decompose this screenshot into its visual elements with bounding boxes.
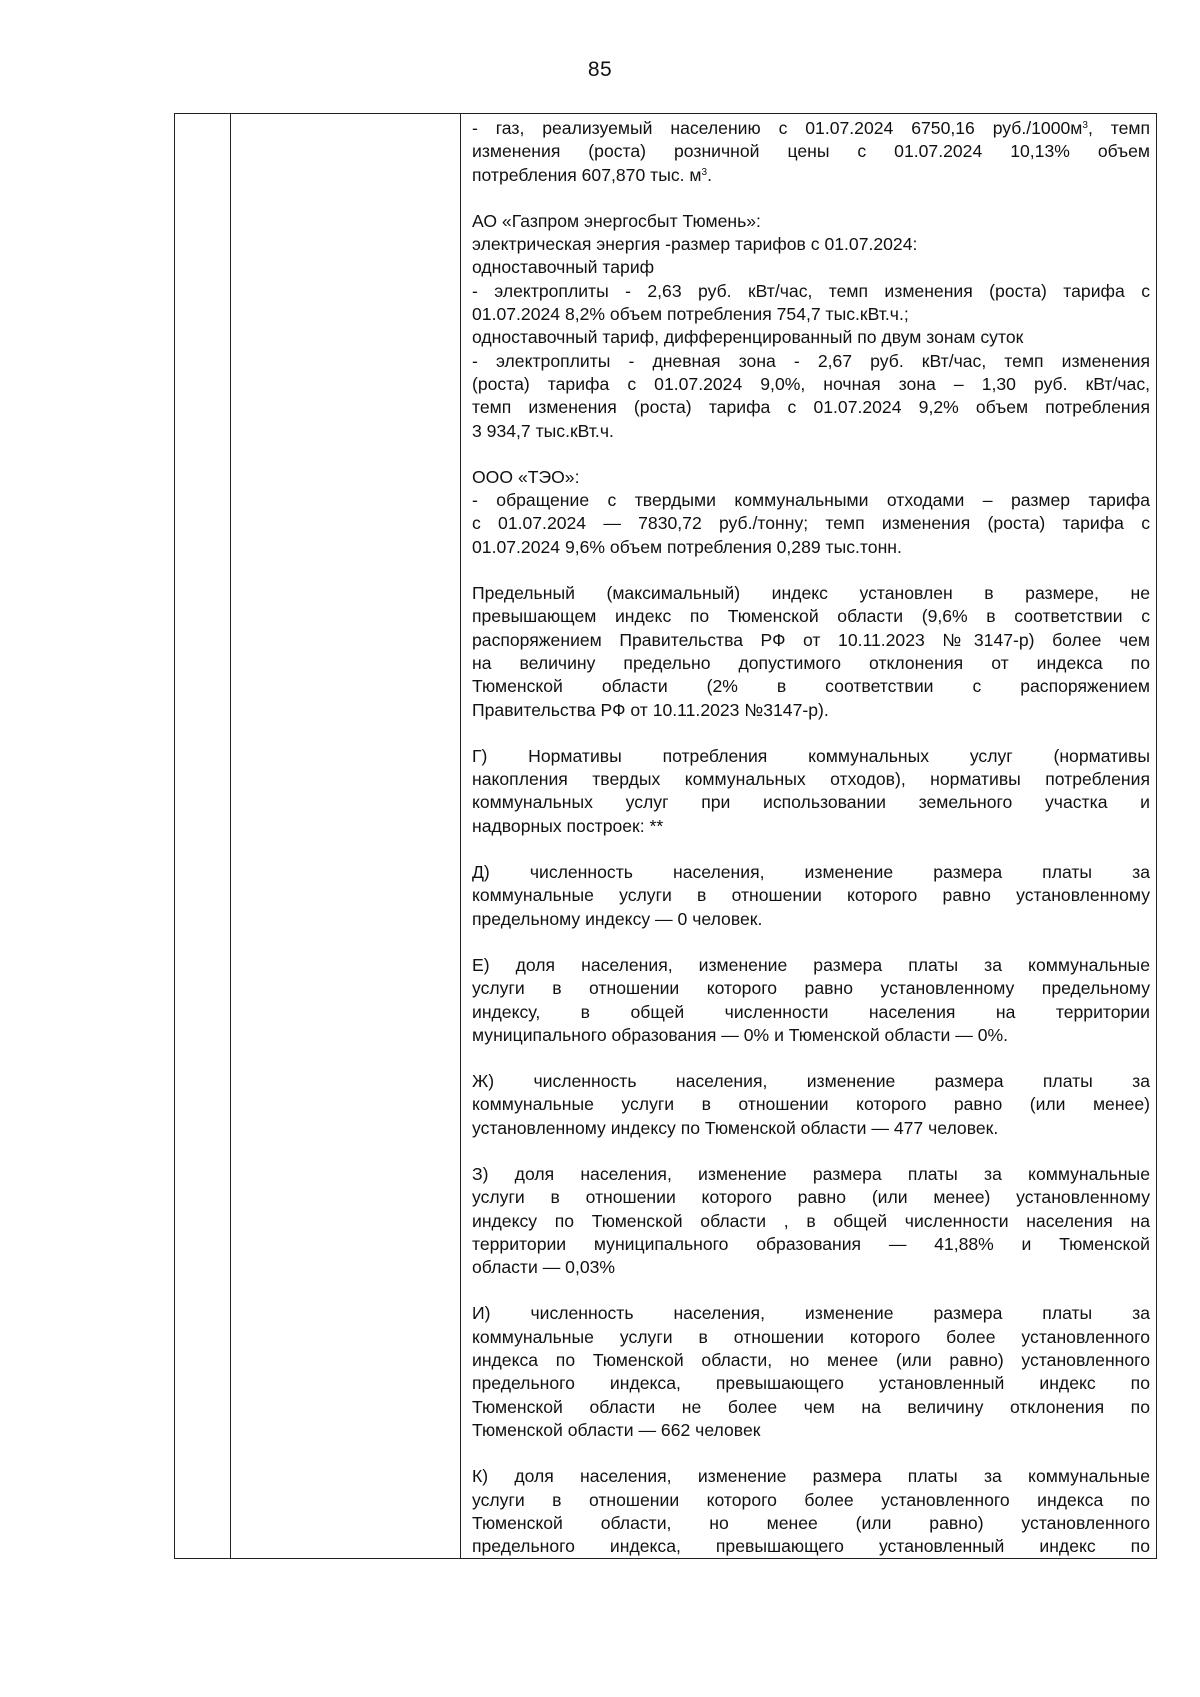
paragraph-z [472,1163,1150,1279]
text-line: области — 0,03% [472,1257,616,1278]
paragraph-gas [472,117,1150,187]
text-line: одноставочный тариф, дифференцированный по двум зонам суток [472,327,1024,348]
text-line: коммунальные услуги в отношении которого равно установленному [472,885,1150,906]
text-line: - газ, реализуемый населению с 01.07.2024 6750,16 $руб./1000м^3$, темп [472,118,1151,138]
paragraph-i [472,1302,1150,1442]
text-line: 01.07.2024 8,2% объем потребления 754,7 тыс.кВт.ч.; [472,304,909,325]
text-line: распоряжением Правительства РФ от 10.11.2023 №3147-р) более чем [472,629,1150,650]
text-line: с 01.07.2024 — 7830,72 руб./тонну; темп изменения (роста) тарифа с [472,513,1150,534]
text-line: предельного индекса, превышающего установленный индекс по [472,1373,1150,1394]
text-line: предельному индексу — 0 человек. [472,908,763,929]
text-line: индекса по Тюменской области, но менее (или равно) установленного [472,1350,1150,1371]
text-line: - электроплиты - 2,63 руб. кВт/час, темп изменения (роста) тарифа с [472,280,1150,301]
text-line: ООО «ТЭО»: [472,466,580,487]
text-line: одноставочный тариф [472,257,655,278]
text-line: Тюменской области не более чем на величину отклонения по [472,1396,1150,1417]
text-line: Ж) численность населения, изменение размера платы за [472,1071,1150,1092]
text-line: электрическая энергия -размер тарифов с 01.07.2024: [472,234,918,255]
text-line: З) доля населения, изменение размера платы за коммунальные [472,1163,1150,1184]
text-line: превышающем индекс по Тюменской области (9,6% в соответствии с [472,606,1150,627]
text-line: АО «Газпром энергосбыт Тюмень»: [472,210,761,231]
text-line: потребления 607,870 тыс. $м^3$. [472,164,712,185]
text-line: территории муниципального образования — 41,88% и Тюменской [472,1233,1150,1254]
page-number: 85 [587,58,613,81]
text-line: услуги в отношении которого равно (или менее) установленному [472,1187,1150,1208]
text-line: Г) Нормативы потребления коммунальных услуг (нормативы [472,745,1150,766]
paragraph-k [472,1465,1150,1558]
text-line: Е) доля населения, изменение размера платы за коммунальные [472,954,1150,975]
paragraph-zh [472,1070,1150,1140]
text-line: Предельный (максимальный) индекс установлен в размере, не [472,583,1150,604]
text-line: услуги в отношении которого равно установленному предельному [472,978,1150,999]
paragraph-energosbyt [472,210,1150,443]
text-line: установленному индексу по Тюменской области — 477 человек. [472,1117,999,1138]
paragraph-max-index [472,582,1150,722]
paragraph-d [472,861,1150,931]
text-line: индексу, в общей численности населения на территории [472,1001,1150,1022]
text-line: коммунальных услуг при использовании земельного участка и [472,792,1150,813]
text-line: Тюменской области — 662 человек [472,1419,761,1440]
text-line: Д) численность населения, изменение размера платы за [472,862,1150,883]
table-cell-content [472,114,1150,1558]
paragraph-e [472,954,1150,1047]
text-line: услуги в отношении которого более установленного индекса по [472,1489,1150,1510]
text-line: изменения (роста) розничной цены с 01.07.2024 10,13% объем [472,141,1150,162]
text-line: темп изменения (роста) тарифа с 01.07.2024 9,2% объем потребления [472,397,1150,418]
text-line: И) численность населения, изменение размера платы за [472,1303,1150,1324]
text-line: 3 934,7 тыс.кВт.ч. [472,420,614,441]
text-line: Тюменской области (2% в соответствии с распоряжением [472,676,1150,697]
text-line: К) доля населения, изменение размера платы за коммунальные [472,1466,1150,1487]
column-divider-2 [460,114,461,1558]
text-line: Тюменской области, но менее (или равно) установленного [472,1512,1150,1533]
text-line: 01.07.2024 9,6% объем потребления 0,289 тыс.тонн. [472,536,902,557]
text-line: (роста) тарифа с 01.07.2024 9,0%, ночная зона – 1,30 руб. кВт/час, [472,373,1150,394]
column-divider-1 [230,114,231,1558]
text-line: Правительства РФ от 10.11.2023 №3147-р). [472,699,829,720]
text-line: - обращение с твердыми коммунальными отходами – размер тарифа [472,490,1150,511]
text-line: муниципального образования — 0% и Тюменской области — 0%. [472,1024,1009,1045]
text-line: надворных построек: ** [472,815,664,836]
text-line: - электроплиты - дневная зона - 2,67 руб. кВт/час, темп изменения [472,350,1150,371]
paragraph-g [472,745,1150,838]
document-table [174,113,1157,1559]
text-line: коммунальные услуги в отношении которого более установленного [472,1326,1150,1347]
paragraph-teo [472,466,1150,559]
text-line: коммунальные услуги в отношении которого равно (или менее) [472,1094,1150,1115]
text-line: на величину предельно допустимого отклонения от индекса по [472,652,1150,673]
text-line: накопления твердых коммунальных отходов), нормативы потребления [472,769,1150,790]
text-line: предельного индекса, превышающего установленный индекс по [472,1536,1150,1557]
text-line: индексу по Тюменской области , в общей численности населения на [472,1210,1150,1231]
